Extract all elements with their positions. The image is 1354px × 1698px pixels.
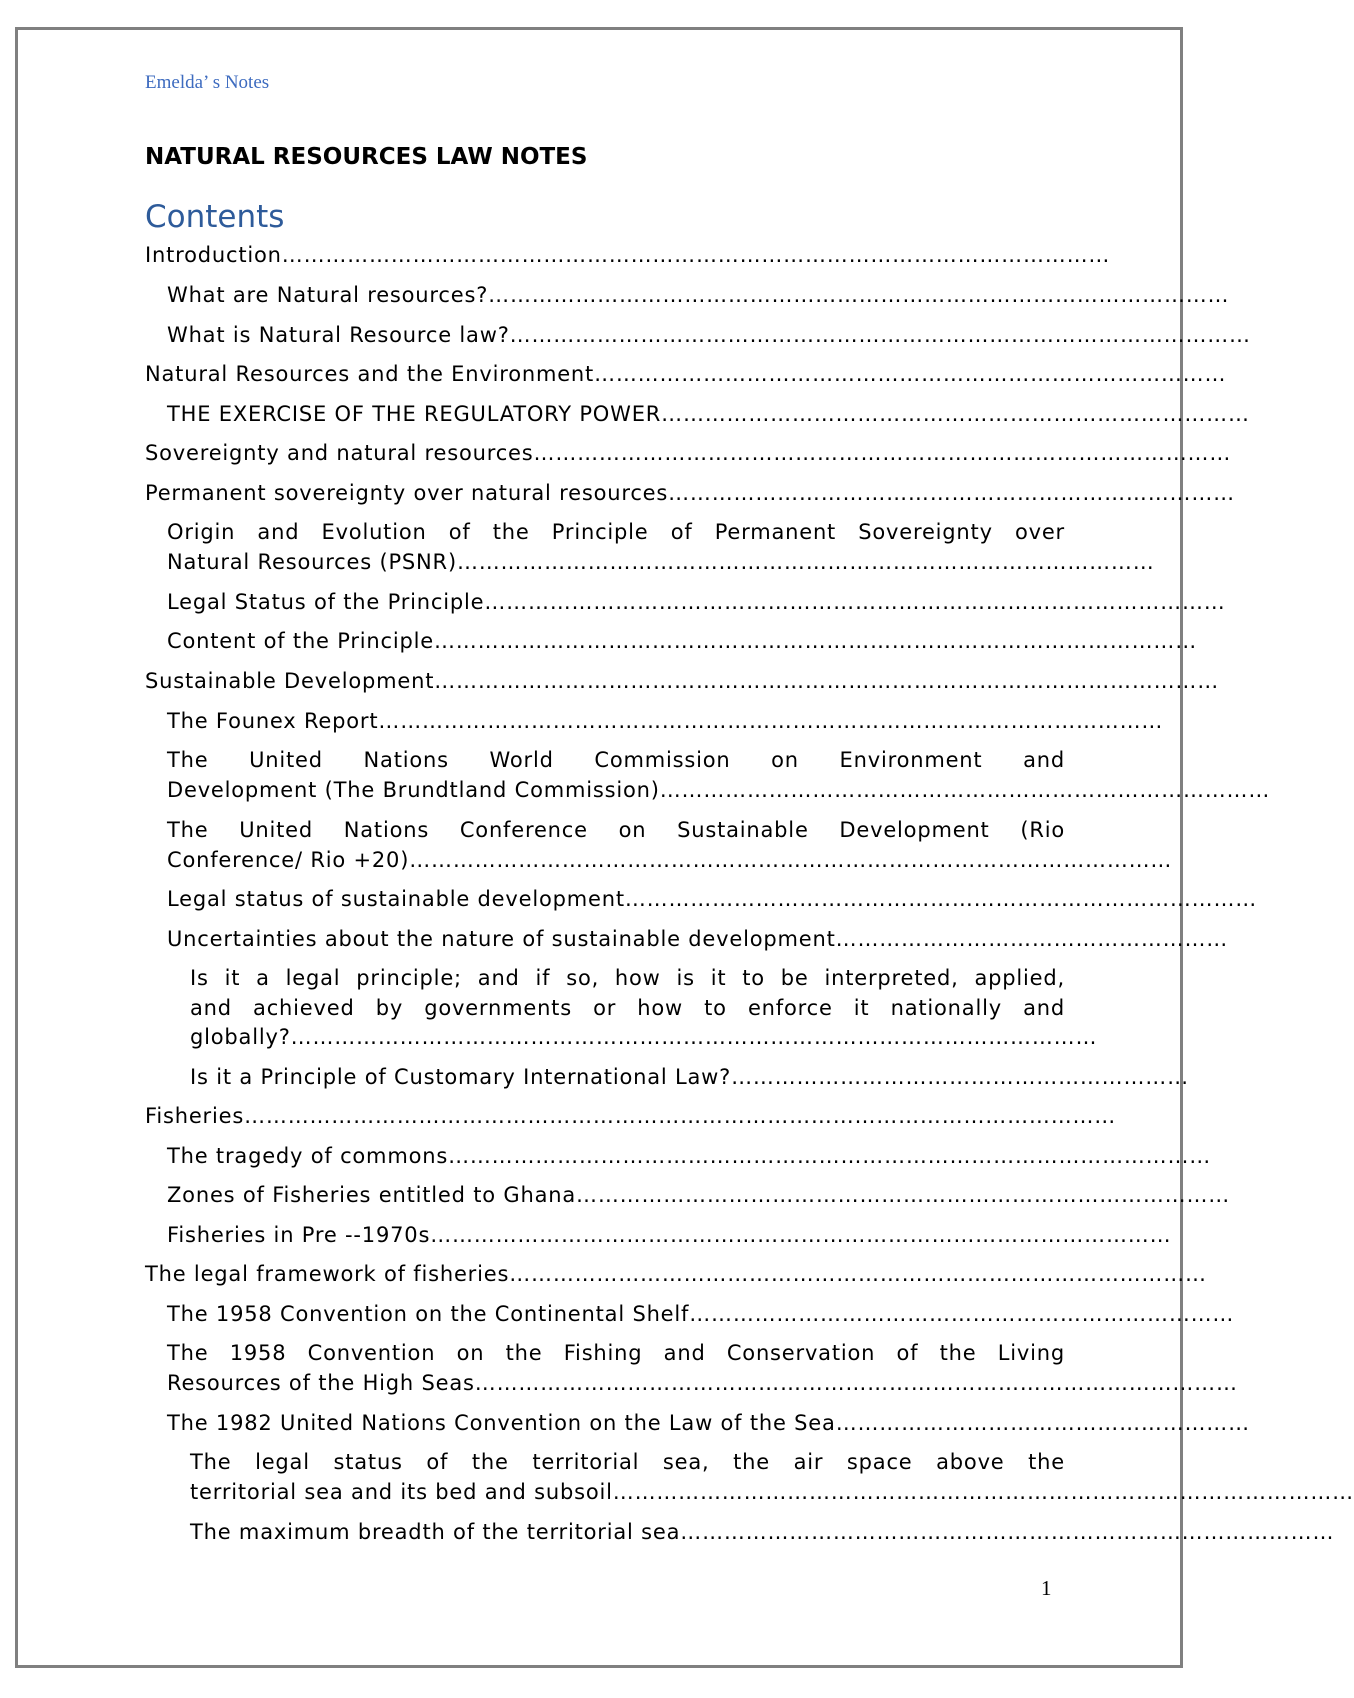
toc-entry-label: Permanent sovereignty over natural resources <box>145 481 669 505</box>
toc-entry-content-principle[interactable] <box>167 626 1197 656</box>
toc-dot-leader: ………………………………………………………………………………………… <box>484 590 1226 614</box>
toc-entry-customary-international-law[interactable] <box>190 1062 1189 1092</box>
toc-dot-leader: …………………………………………………………………………………… <box>509 1262 1207 1286</box>
toc-entry-legal-principle-question[interactable] <box>190 963 1065 993</box>
toc-entry-label: globally? <box>190 1025 291 1049</box>
toc-entry-label: Sovereignty and natural resources <box>145 441 534 465</box>
toc-dot-leader: …………………………………………………………………………………………………… <box>281 243 1111 267</box>
toc-dot-leader: ………………………………………………………………………………………… <box>509 323 1251 347</box>
toc-entry-legal-principle-question-line2[interactable] <box>190 993 1065 1023</box>
toc-entry-natural-resources-environment[interactable] <box>145 359 1226 389</box>
toc-dot-leader: ……………………………………………………………………………………………… <box>378 709 1164 733</box>
contents-heading: Contents <box>145 199 285 235</box>
toc-entry-label: Is it a legal principle; and if so, how is it to be interpreted, applied, <box>190 966 1065 990</box>
toc-dot-leader: ………………………………………………………………………………………… <box>488 283 1230 307</box>
toc-entry-1958-fishing-conservation-cont[interactable] <box>167 1368 1238 1398</box>
toc-entry-label: Legal Status of the Principle <box>167 590 485 614</box>
toc-entry-label: Sustainable Development <box>145 669 435 693</box>
toc-entry-tragedy-of-commons[interactable] <box>167 1141 1211 1171</box>
toc-entry-founex-report[interactable] <box>167 706 1163 736</box>
toc-entry-fisheries-pre-1970s[interactable] <box>167 1220 1171 1250</box>
toc-dot-leader: ………………………………………………………………………… <box>659 778 1271 802</box>
toc-entry-1982-unclos[interactable] <box>167 1408 1250 1438</box>
toc-entry-label: The United Nations Conference on Sustainable Development (Rio <box>167 818 1065 842</box>
toc-entry-label: Introduction <box>145 243 282 267</box>
toc-entry-label: The tragedy of commons <box>167 1144 449 1168</box>
toc-entry-1958-fishing-conservation[interactable] <box>167 1338 1065 1368</box>
toc-entry-label: Zones of Fisheries entitled to Ghana <box>167 1183 577 1207</box>
toc-entry-label: Natural Resources and the Environment <box>145 362 595 386</box>
toc-dot-leader: ………………………………………………… <box>835 1411 1250 1435</box>
toc-entry-introduction[interactable] <box>145 240 1110 270</box>
toc-entry-1958-continental-shelf[interactable] <box>167 1299 1234 1329</box>
toc-entry-label: Resources of the High Seas <box>167 1371 475 1395</box>
toc-entry-rio-conference-cont[interactable] <box>167 845 1172 875</box>
toc-entry-legal-status-principle[interactable] <box>167 587 1226 617</box>
toc-dot-leader: ………………………………………………………………………………………………………… <box>244 1104 1117 1128</box>
toc-dot-leader: ……………………………………………………………………… <box>661 402 1250 426</box>
toc-entry-brundtland-commission-cont[interactable] <box>167 775 1270 805</box>
toc-entry-what-is-natural-resource-law[interactable] <box>167 320 1251 350</box>
toc-dot-leader: …………………………………………………………………………………… <box>456 550 1155 574</box>
toc-entry-label: Development (The Brundtland Commission) <box>167 778 660 802</box>
toc-entry-label: What is Natural Resource law? <box>167 323 510 347</box>
toc-entry-what-are-natural-resources[interactable] <box>167 280 1229 310</box>
toc-dot-leader: ……………………………………………… <box>835 927 1229 951</box>
header-note: Emelda’ s Notes <box>145 72 270 93</box>
toc-entry-legal-framework-fisheries[interactable] <box>145 1259 1207 1289</box>
toc-entry-legal-status-territorial-sea[interactable] <box>190 1447 1065 1477</box>
toc-entry-label: The United Nations World Commission on Environment and <box>167 748 1065 772</box>
toc-dot-leader: …………………………………………………………………………………… <box>533 441 1232 465</box>
toc-entry-label: The legal status of the territorial sea, the air space above the <box>190 1450 1065 1474</box>
toc-entry-label: Is it a Principle of Customary International Law? <box>190 1065 732 1089</box>
toc-entry-brundtland-commission[interactable] <box>167 745 1065 775</box>
toc-dot-leader: …………………………………………………………………………… <box>624 887 1258 911</box>
toc-entry-legal-status-sustainable[interactable] <box>167 884 1257 914</box>
toc-dot-leader: …………………………………………………………………………………………… <box>448 1144 1212 1168</box>
toc-entry-legal-principle-question-line3[interactable] <box>190 1022 1097 1052</box>
toc-dot-leader: ………………………………………………………………… <box>689 1302 1235 1326</box>
toc-entry-label: The legal framework of fisheries <box>145 1262 510 1286</box>
page-number: 1 <box>1041 1576 1052 1600</box>
toc-entry-label: The 1982 United Nations Convention on the Law of the Sea <box>167 1411 836 1435</box>
toc-dot-leader: ……………………………………………………… <box>731 1065 1189 1089</box>
toc-dot-leader: ………………………………………………………………………………………………… <box>290 1025 1098 1049</box>
toc-entry-label: Fisheries <box>145 1104 245 1128</box>
toc-entry-maximum-breadth-territorial-sea[interactable] <box>190 1517 1334 1547</box>
toc-entry-origin-evolution-psnr-cont[interactable] <box>167 547 1155 577</box>
toc-entry-label: What are Natural resources? <box>167 283 489 307</box>
toc-entry-fisheries[interactable] <box>145 1101 1116 1131</box>
toc-dot-leader: …………………………………………………………………………………………… <box>434 629 1197 653</box>
document-title: NATURAL RESOURCES LAW NOTES <box>145 144 588 170</box>
toc-entry-rio-conference[interactable] <box>167 815 1065 845</box>
toc-dot-leader: …………………………………………………………………………… <box>594 362 1227 386</box>
toc-entry-label: The 1958 Convention on the Fishing and Conservation of the Living <box>167 1341 1065 1365</box>
toc-entry-label: The 1958 Convention on the Continental Shelf <box>167 1302 690 1326</box>
toc-entry-label: The Founex Report <box>167 709 379 733</box>
toc-entry-uncertainties[interactable] <box>167 924 1228 954</box>
toc-dot-leader: ………………………………………………………………………………………… <box>612 1480 1354 1504</box>
toc-dot-leader: …………………………………………………………………… <box>668 481 1235 505</box>
toc-entry-label: Legal status of sustainable development <box>167 887 625 911</box>
toc-dot-leader: ……………………………………………………………………………… <box>680 1520 1335 1544</box>
toc-dot-leader: ………………………………………………………………………………………… <box>430 1223 1172 1247</box>
toc-entry-regulatory-power[interactable] <box>167 399 1250 429</box>
toc-entry-label: Content of the Principle <box>167 629 434 653</box>
toc-entry-label: Natural Resources (PSNR) <box>167 550 457 574</box>
toc-entry-label: Origin and Evolution of the Principle of Permanent Sovereignty over <box>167 520 1065 544</box>
toc-entry-label: and achieved by governments or how to enforce it nationally and <box>190 996 1065 1020</box>
toc-entry-sustainable-development[interactable] <box>145 666 1219 696</box>
toc-entry-label: Uncertainties about the nature of sustainable development <box>167 927 836 951</box>
toc-dot-leader: ……………………………………………………………………………………………… <box>434 669 1220 693</box>
toc-entry-label: Fisheries in Pre --1970s <box>167 1223 431 1247</box>
toc-entry-zones-fisheries-ghana[interactable] <box>167 1180 1230 1210</box>
toc-entry-legal-status-territorial-sea-cont[interactable] <box>190 1477 1354 1507</box>
toc-dot-leader: …………………………………………………………………………………………… <box>474 1371 1238 1395</box>
toc-entry-label: Conference/ Rio +20) <box>167 848 410 872</box>
toc-entry-origin-evolution-psnr[interactable] <box>167 517 1065 547</box>
toc-dot-leader: ……………………………………………………………………………… <box>576 1183 1231 1207</box>
toc-dot-leader: …………………………………………………………………………………………… <box>409 848 1173 872</box>
toc-entry-label: territorial sea and its bed and subsoil <box>190 1480 613 1504</box>
toc-entry-sovereignty-natural-resources[interactable] <box>145 438 1231 468</box>
toc-entry-label: THE EXERCISE OF THE REGULATORY POWER <box>167 402 662 426</box>
toc-entry-permanent-sovereignty[interactable] <box>145 478 1235 508</box>
toc-entry-label: The maximum breadth of the territorial sea <box>190 1520 681 1544</box>
